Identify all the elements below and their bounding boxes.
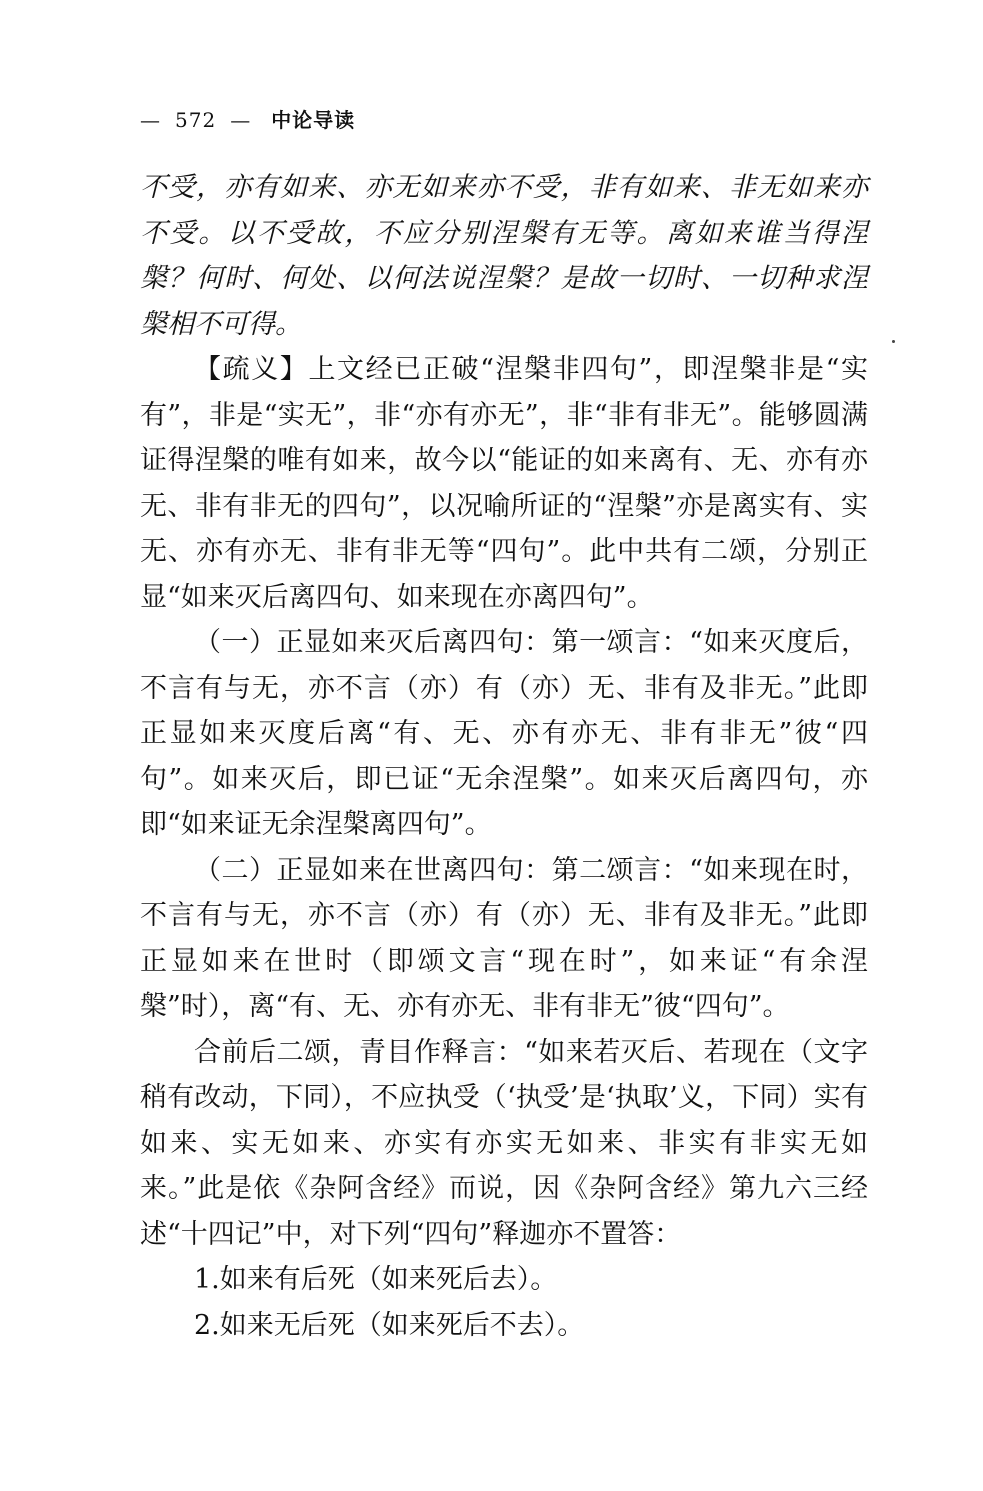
section-two-paragraph: （二）正显如来在世离四句：第二颂言：“如来现在时，不言有与无，亦不言（亦）有（亦）无、非有及非无。”此即正显如来在世时（即颂文言“现在时”，如来证“有余涅槃”时），离“有、无、亦有亦无、非有非无”彼“四句”。 xyxy=(140,854,868,1022)
list-item: 1.如来有后死（如来死后去）。 xyxy=(194,1264,558,1295)
commentary-text: 上文经已正破“涅槃非四句”，即涅槃非是“实有”，非是“实无”，非“亦有亦无”，非“非有非无”。能够圆满证得涅槃的唯有如来，故今以“能证的如来离有、无、亦有亦无、非有非无的四句”，以况喻所证的“涅槃”亦是离实有、实无、亦有亦无、非有非无等“四句”。此中共有二颂，分别正显“如来灭后离四句、如来现在亦离四句”。 xyxy=(140,354,868,613)
combined-paragraph: 合前后二颂，青目作释言：“如来若灭后、若现在（文字稍有改动，下同），不应执受（‘执受’是‘执取’义，下同）实有如来、实无如来、亦实有亦实无如来、非实有非实无如来。”此是依《杂阿含经》而说，因《杂阿含经》第九六三经述“十四记”中，对下列“四句”释迦亦不置答： xyxy=(140,1036,868,1250)
commentary-lead: 【疏义】 xyxy=(194,354,309,385)
running-header xyxy=(140,104,369,133)
book-title: 中论导读 xyxy=(271,108,356,132)
list-item: 2.如来无后死（如来死后不去）。 xyxy=(194,1309,585,1341)
commentary-paragraph xyxy=(140,347,868,620)
page-number: 572 xyxy=(175,108,217,132)
header-dash-right: — xyxy=(230,108,252,132)
quoted-paragraph: 不受，亦有如来、亦无如来亦不受，非有如来、非无如来亦不受。以不受故，不应分别涅槃有无等。离如来谁当得涅槃？何时、何处、以何法说涅槃？是故一切时、一切种求涅槃相不可得。 xyxy=(140,172,868,340)
scan-speck xyxy=(892,340,895,343)
section-one-paragraph: （一）正显如来灭后离四句：第一颂言：“如来灭度后，不言有与无，亦不言（亦）有（亦）无、非有及非无。”此即正显如来灭度后离“有、无、亦有亦无、非有非无”彼“四句”。如来灭后，即已证“无余涅槃”。如来灭后离四句，亦即“如来证无余涅槃离四句”。 xyxy=(140,627,868,840)
body-text xyxy=(140,165,868,1348)
header-dash-left: — xyxy=(140,108,161,132)
